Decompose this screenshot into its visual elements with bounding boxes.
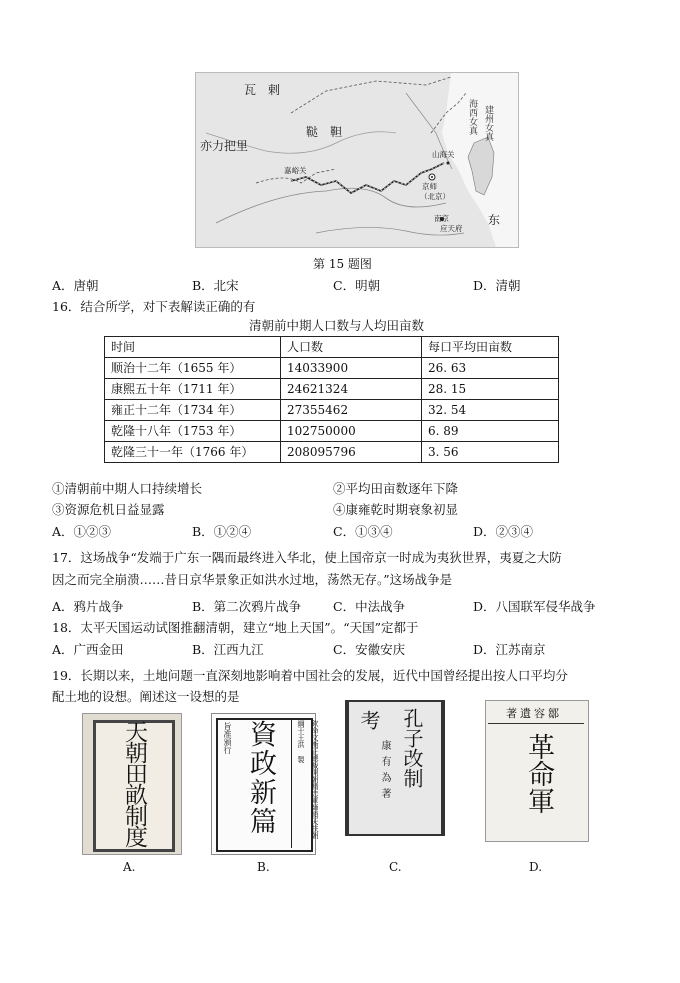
table-cell: 乾隆三十一年（1766 年） [105,442,281,463]
cover-a-title: 天朝田畝制度 [121,720,147,846]
q17-option-a: A．鸦片战争 [52,599,124,614]
q19-stem-line1: 19．长期以来，土地问题一直深刻地影响着中国社会的发展，近代中国曾经提出按人口平均分 [52,668,568,683]
table-row [105,421,559,442]
book-cover-a [82,713,182,855]
map-label-jingshi: 京师 [422,182,437,191]
table-cell: 6. 89 [422,421,559,442]
q15-option-c: C．明朝 [333,278,381,293]
map-figure [195,72,519,248]
table-cell: 康熙五十年（1711 年） [105,379,281,400]
q16-statement-4: ④康雍乾时期衰象初显 [333,502,459,517]
map-label-jiayuguan: 嘉峪关 [284,166,307,175]
q17-stem-line1: 17．这场战争“发端于广东一隅而最终进入华北，使上国帝京一时成为夷狄世界，夷夏之大防 [52,550,562,565]
map-label-dong: 东 [488,213,501,227]
cover-b-title: 資政新篇 [245,720,276,836]
q15-option-d: D．清朝 [473,278,521,293]
q15-option-b: B．北宋 [192,278,239,293]
q19-stem-line2: 配土地的设想。阐述这一设想的是 [52,689,240,704]
book-cover-d [485,700,589,842]
table-row [105,442,559,463]
table-header: 每口平均田亩数 [422,337,559,358]
q17-option-b: B．第二次鸦片战争 [192,599,302,614]
map-label-haixi: 海西女真 [467,99,477,135]
cover-b-side: 旨准頒行 [223,722,232,754]
book-cover-c [345,700,445,836]
cover-d-top: 鄒容遺著 [506,707,562,720]
q18-option-c: C．安徽安庆 [333,642,406,657]
cover-label-d: D. [529,860,543,874]
cover-b-right: 欽命文衡正總裁開朝精忠軍師頂天扶朝綱干王洪 製 [297,720,319,839]
cover-c-author: 康有為著 [379,740,390,804]
map-label-beijing: （北京） [420,192,450,201]
map-label-yingtianfu: 应天府 [440,224,463,233]
map-label-nanjing: 南京 [434,214,449,223]
cover-d-title: 革命軍 [523,733,554,814]
q18-option-b: B．江西九江 [192,642,264,657]
q17-option-d: D．八国联军侵华战争 [473,599,596,614]
book-cover-b [211,713,319,855]
q16-option-c: C．①③④ [333,524,393,539]
table-header: 时间 [105,337,281,358]
map-label-jianzhou: 建州女真 [483,105,493,141]
table-cell: 28. 15 [422,379,559,400]
cover-label-b: B. [257,860,270,874]
table-cell: 208095796 [281,442,422,463]
q17-option-c: C．中法战争 [333,599,406,614]
table-cell: 14033900 [281,358,422,379]
q16-option-a: A．①②③ [52,524,112,539]
q16-statement-1: ①清朝前中期人口持续增长 [52,481,203,496]
table-row [105,358,559,379]
population-table [104,336,559,463]
q18-option-a: A．广西金田 [52,642,124,657]
q16-stem: 16．结合所学，对下表解读正确的有 [52,299,256,314]
q16-table-title: 清朝前中期人口数与人均田亩数 [249,318,425,333]
table-cell: 26. 63 [422,358,559,379]
cover-c-title: 孔子改制 [400,708,424,788]
q15-option-a: A．唐朝 [52,278,99,293]
table-cell: 顺治十二年（1655 年） [105,358,281,379]
table-cell: 雍正十二年（1734 年） [105,400,281,421]
q17-stem-line2: 因之而完全崩溃……昔日京华景象正如洪水过地，荡然无存。”这场战争是 [52,572,453,587]
table-cell: 乾隆十八年（1753 年） [105,421,281,442]
q16-option-b: B．①②④ [192,524,252,539]
table-cell: 102750000 [281,421,422,442]
map-label-wala: 瓦 剌 [244,83,281,97]
map-caption: 第 15 题图 [313,257,372,271]
q16-option-d: D．②③④ [473,524,534,539]
table-cell: 3. 56 [422,442,559,463]
cover-label-c: C. [389,860,402,874]
table-header: 人口数 [281,337,422,358]
table-cell: 24621324 [281,379,422,400]
q16-statement-3: ③资源危机日益显露 [52,502,165,517]
table-row [105,379,559,400]
map-label-chilibali: 亦力把里 [200,139,249,153]
map-label-shanhaiguan: 山海关 [432,150,455,159]
table-cell: 27355462 [281,400,422,421]
table-header-row [105,337,559,358]
q18-option-d: D．江苏南京 [473,642,546,657]
q16-statement-2: ②平均田亩数逐年下降 [333,481,459,496]
map-label-tatar: 鞑 靼 [306,125,343,139]
cover-c-kao: 考 [357,710,381,730]
q18-stem: 18．太平天国运动试图推翻清朝，建立“地上天国”。“天国”定都于 [52,620,419,635]
table-cell: 32. 54 [422,400,559,421]
cover-label-a: A. [123,860,136,874]
table-row [105,400,559,421]
